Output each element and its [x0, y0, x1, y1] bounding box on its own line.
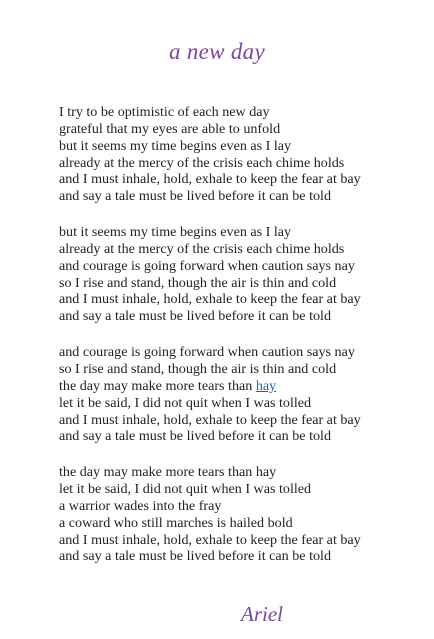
poem-line: and I must inhale, hold, exhale to keep the fear at bay	[59, 531, 361, 548]
poem-line: and say a tale must be lived before it can be told	[59, 188, 331, 205]
poem-line: so I rise and stand, though the air is thin and cold	[59, 274, 337, 291]
stanza	[59, 344, 419, 445]
stanza	[59, 224, 419, 325]
poem-line: a warrior wades into the fray	[59, 497, 222, 514]
stanza	[59, 464, 419, 565]
poem-line: and say a tale must be lived before it can be told	[59, 428, 331, 445]
author-signature: Ariel	[241, 602, 283, 626]
poem-line: and say a tale must be lived before it can be told	[59, 548, 331, 565]
poem-line: I try to be optimistic of each new day	[59, 104, 270, 120]
poem-line: already at the mercy of the crisis each chime holds	[59, 154, 345, 171]
poem-line: and I must inhale, hold, exhale to keep the fear at bay	[59, 411, 361, 428]
poem-line: but it seems my time begins even as I lay	[59, 137, 292, 154]
stanza	[59, 104, 419, 205]
poem-line: a coward who still marches is hailed bold	[59, 514, 293, 531]
poem-title: a new day	[169, 39, 265, 64]
poem-line: but it seems my time begins even as I lay	[59, 224, 292, 241]
poem-line: and I must inhale, hold, exhale to keep the fear at bay	[59, 171, 361, 188]
poem-line: grateful that my eyes are able to unfold	[59, 120, 281, 137]
poem-line: and courage is going forward when caution says nay	[59, 257, 355, 274]
poem-line: and I must inhale, hold, exhale to keep the fear at bay	[59, 291, 361, 308]
poem-line: already at the mercy of the crisis each chime holds	[59, 240, 345, 257]
poem-line: the day may make more tears than hay	[59, 464, 277, 481]
poem-line: so I rise and stand, though the air is thin and cold	[59, 360, 337, 377]
poem-line: and say a tale must be lived before it can be told	[59, 308, 331, 325]
hay-link[interactable]: hay	[255, 377, 277, 394]
poem-line: and courage is going forward when caution says nay	[59, 344, 355, 361]
poem-line: let it be said, I did not quit when I was tolled	[59, 481, 312, 498]
line-text: the day may make more tears than	[59, 377, 256, 394]
poem-body	[59, 104, 419, 584]
poem-line: let it be said, I did not quit when I was tolled	[59, 394, 312, 411]
poem-line-with-link	[59, 378, 419, 395]
